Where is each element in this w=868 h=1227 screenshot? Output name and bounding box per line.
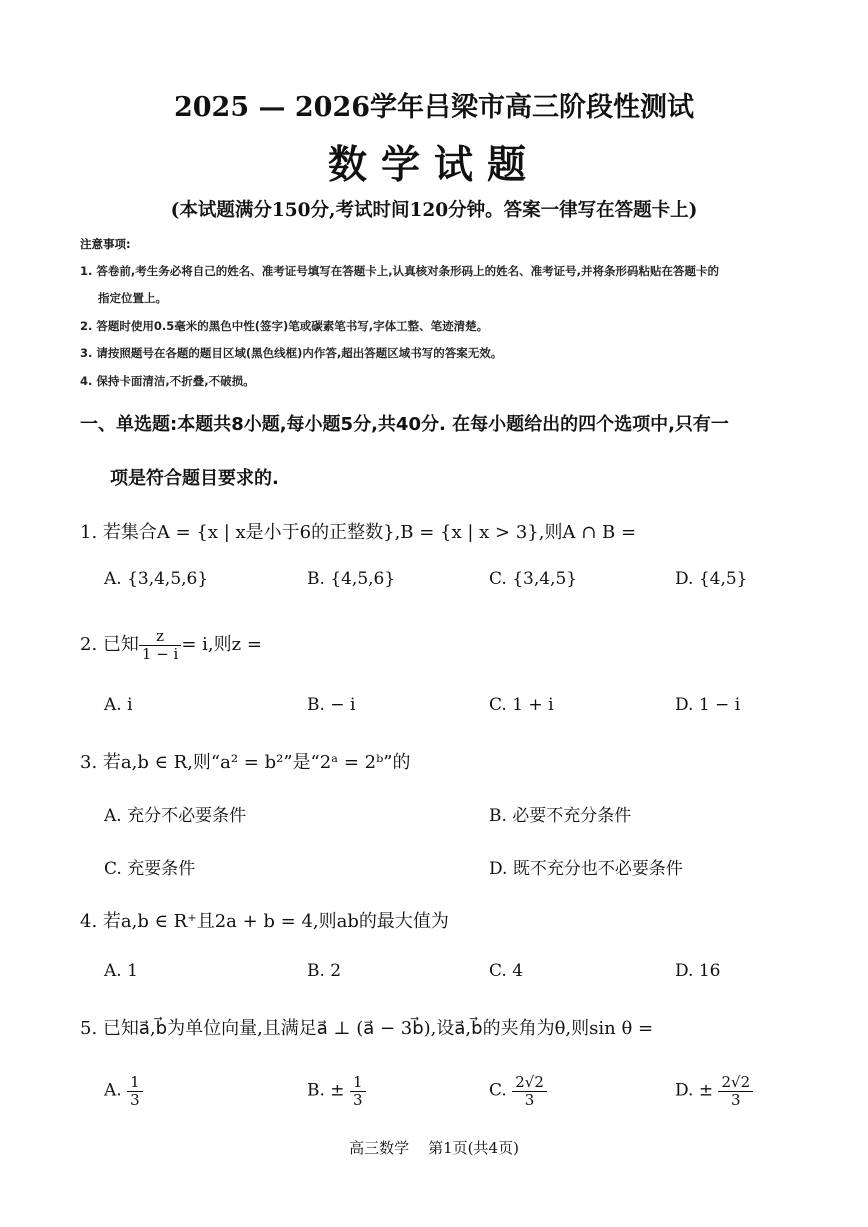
q5-d-label: D. ±: [675, 1080, 714, 1101]
section-heading: 一、单选题:本题共8小题,每小题5分,共40分. 在每小题给出的四个选项中,只有一: [80, 414, 729, 435]
q5-a-label: A.: [104, 1080, 122, 1101]
q1-option-c: C. {3,4,5}: [489, 569, 578, 589]
question-3: 3. 若a,b ∈ R,则“a² = b²”是“2ᵃ = 2ᵇ”的: [80, 752, 411, 773]
notice-item-1: 1. 答卷前,考生务必将自己的姓名、准考证号填写在答题卡上,认真核对条形码上的姓名、准考证号,并将条形码粘贴在答题卡的: [80, 264, 719, 278]
q2-option-d: D. 1 − i: [675, 695, 741, 715]
q5-b-label: B. ±: [307, 1080, 345, 1101]
notice-item-2: 2. 答题时使用0.5毫米的黑色中性(签字)笔或碳素笔书写,字体工整、笔迹清楚。: [80, 319, 489, 333]
notice-heading: 注意事项:: [80, 237, 131, 251]
exam-title: 2025 — 2026学年吕梁市高三阶段性测试: [173, 92, 695, 123]
q5-b-den: 3: [352, 1090, 363, 1109]
q4-option-b: B. 2: [307, 961, 342, 981]
q5-a-den: 3: [130, 1090, 140, 1109]
section-heading-cont: 项是符合题目要求的.: [110, 468, 279, 489]
notice-item-1-cont: 指定位置上。: [98, 291, 167, 305]
q5-d-num: 2√2: [718, 1074, 753, 1092]
q2-option-c: C. 1 + i: [489, 695, 554, 715]
q5-c-den: 3: [524, 1090, 535, 1109]
q5-b-num: 1: [350, 1074, 366, 1092]
subject-title: 数学试题: [327, 142, 540, 188]
q5-option-b: [307, 1074, 366, 1108]
q2-stem-suffix: = i,则z =: [181, 634, 262, 655]
q5-c-label: C.: [489, 1080, 507, 1101]
q5-option-d: [675, 1074, 753, 1108]
q2-stem-prefix: 2. 已知: [80, 634, 139, 655]
q5-option-c: [489, 1074, 547, 1108]
q3-option-a: A. 充分不必要条件: [104, 806, 247, 826]
question-5: 5. 已知a⃗,b⃗为单位向量,且满足a⃗ ⊥ (a⃗ − 3b⃗),设a⃗,b⃗的夹角为θ,则sin θ =: [80, 1018, 654, 1039]
q5-c-fraction: [512, 1074, 547, 1108]
notice-item-4: 4. 保持卡面清洁,不折叠,不破损。: [80, 374, 255, 388]
q2-frac-num: z: [139, 628, 181, 646]
q1-option-b: B. {4,5,6}: [307, 569, 396, 589]
q5-d-den: 3: [731, 1090, 741, 1109]
q3-option-d: D. 既不充分也不必要条件: [489, 859, 683, 879]
q5-b-fraction: [350, 1074, 366, 1108]
q5-a-fraction: [127, 1074, 143, 1108]
q2-fraction: [139, 628, 181, 662]
q5-c-num: 2√2: [512, 1074, 547, 1092]
q1-option-d: D. {4,5}: [675, 569, 748, 589]
q5-a-num: 1: [127, 1074, 143, 1092]
q2-frac-den: 1 − i: [141, 644, 179, 663]
q5-d-fraction: [718, 1074, 753, 1108]
exam-subtitle: (本试题满分150分,考试时间120分钟。答案一律写在答题卡上): [170, 200, 698, 221]
question-4: 4. 若a,b ∈ R⁺且2a + b = 4,则ab的最大值为: [80, 911, 449, 932]
q1-option-a: A. {3,4,5,6}: [104, 569, 209, 589]
q4-option-c: C. 4: [489, 961, 524, 981]
notice-item-3: 3. 请按照题号在各题的题目区域(黑色线框)内作答,超出答题区域书写的答案无效。: [80, 346, 503, 360]
q3-option-b: B. 必要不充分条件: [489, 806, 632, 826]
q2-option-a: A. i: [104, 695, 133, 715]
q4-option-a: A. 1: [104, 961, 138, 981]
q4-option-d: D. 16: [675, 961, 721, 981]
q3-option-c: C. 充要条件: [104, 859, 196, 879]
question-2: [80, 628, 262, 662]
q2-option-b: B. − i: [307, 695, 356, 715]
question-1: 1. 若集合A = {x | x是小于6的正整数},B = {x | x > 3},则A ∩ B =: [80, 522, 637, 543]
q5-option-a: [104, 1074, 143, 1108]
page-footer: 高三数学 第1页(共4页): [349, 1139, 519, 1157]
